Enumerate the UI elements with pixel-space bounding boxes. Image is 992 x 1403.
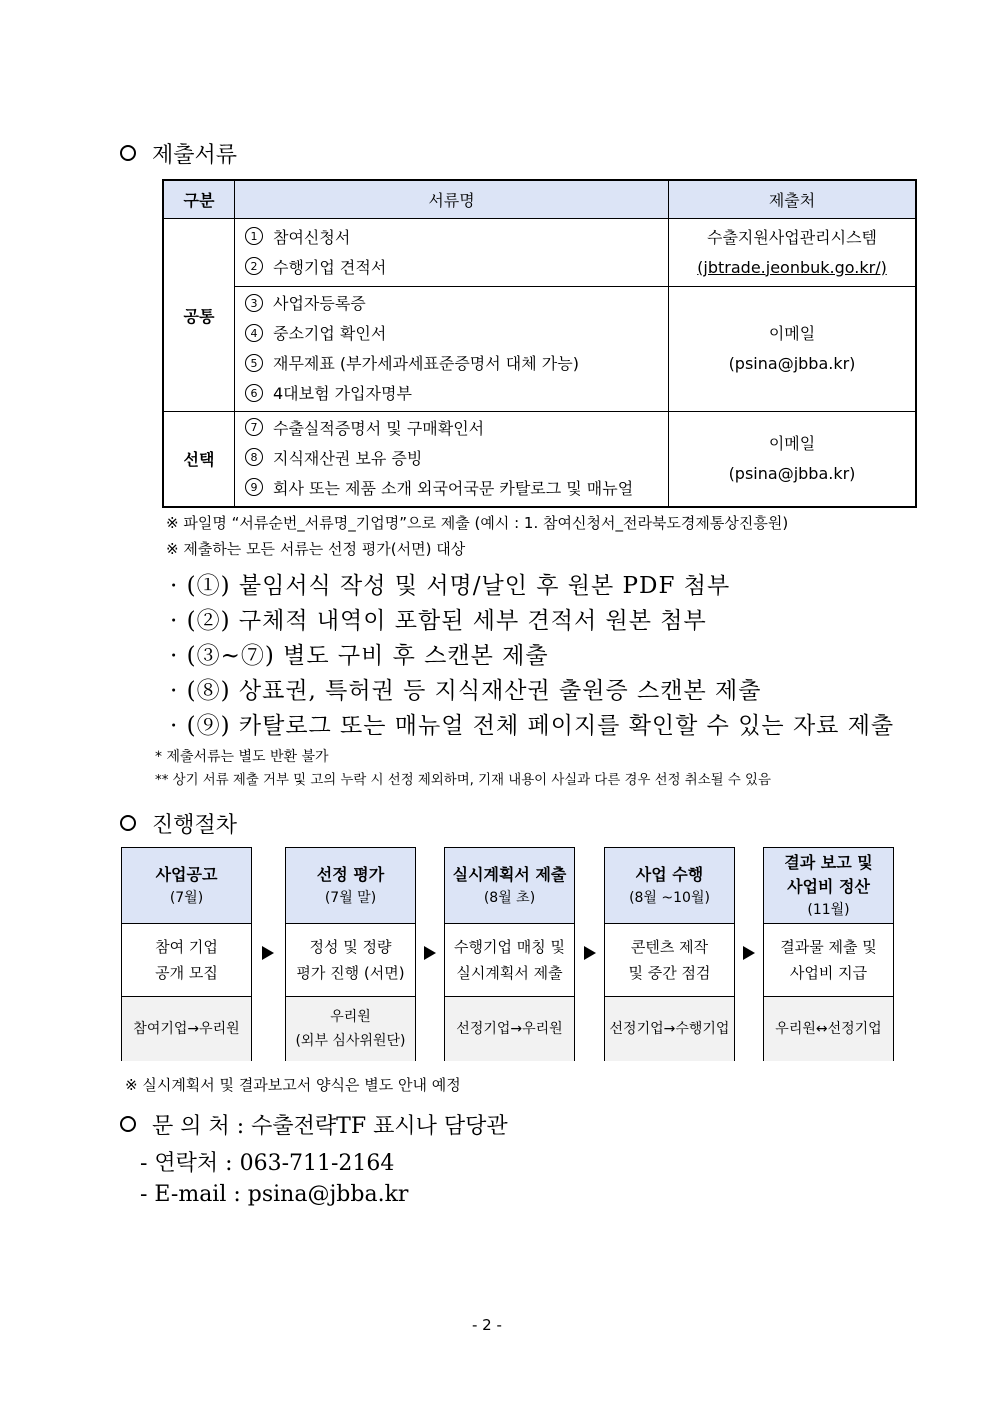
circle-bullet-icon: [120, 145, 136, 161]
document-list: [235, 219, 669, 287]
process-step-desc: 사업비 지급: [789, 964, 868, 982]
note-filename: ※ 파일명 “서류순번_서류명_기업명”으로 제출 (예시 : 1. 참여신청서_전라북도경제통상진흥원): [166, 514, 789, 532]
arrow-right-icon: [262, 946, 274, 960]
destination-cell: [669, 219, 917, 287]
process-step-title: 선정 평가: [316, 864, 385, 884]
document-item: [245, 414, 668, 444]
document-item: [245, 349, 668, 379]
number-circle-icon: 5: [245, 354, 263, 372]
number-circle-icon: 8: [245, 448, 263, 466]
process-step-period: (8월 ~10월): [629, 889, 710, 906]
section-title-documents: [120, 138, 237, 169]
number-circle-icon: 7: [245, 418, 263, 436]
process-step-flow: 선정기업→수행기업: [609, 1021, 730, 1037]
process-step-period: (8월 초): [483, 889, 536, 906]
process-step-title: 결과 보고 및: [784, 852, 873, 872]
process-step-desc: 참여 기업: [155, 938, 218, 956]
process-step-desc: 결과물 제출 및: [780, 938, 877, 956]
category-optional: 선택: [163, 412, 235, 507]
document-item-text: 지식재산권 보유 증빙: [273, 448, 423, 468]
header-document-name: 서류명: [235, 180, 669, 219]
arrow-right-icon: [743, 946, 755, 960]
document-item: [245, 289, 668, 319]
arrow-right-icon: [424, 946, 436, 960]
destination-email-label: 이메일: [768, 324, 816, 343]
process-step-title: 사업공고: [155, 864, 218, 884]
number-circle-icon: 6: [245, 384, 263, 402]
process-step: [444, 847, 575, 1061]
contact-title-text: 문 의 처 : 수출전략TF 표시나 담당관: [152, 1114, 508, 1139]
number-circle-icon: 4: [245, 324, 263, 342]
document-item: [245, 253, 668, 283]
document-item: [245, 223, 668, 253]
document-item-text: 재무제표 (부가세과세표준증명서 대체 가능): [273, 354, 579, 373]
process-step-flow: 우리원↔선정기업: [775, 1021, 882, 1037]
documents-table: [162, 179, 917, 508]
process-step: [285, 847, 416, 1061]
document-list: [235, 287, 669, 412]
table-row: [163, 412, 916, 507]
destination-link[interactable]: (jbtrade.jeonbuk.go.kr/): [697, 257, 887, 277]
process-step-title: 사업 수행: [635, 864, 704, 884]
section-title-text: 진행절차: [152, 813, 238, 838]
process-step-flow: 우리원: [330, 1009, 371, 1025]
header-destination: 제출처: [669, 180, 917, 219]
bullet-item: · (②) 구체적 내역이 포함된 세부 견적서 원본 첨부: [170, 608, 707, 634]
process-step: [604, 847, 735, 1061]
number-circle-icon: 3: [245, 294, 263, 312]
process-step-desc: 수행기업 매칭 및: [454, 938, 565, 956]
process-step-flow: 선정기업→우리원: [456, 1021, 563, 1037]
destination-email: (psina@jbba.kr): [728, 354, 856, 373]
destination-cell: [669, 412, 917, 507]
document-item-text: 4대보험 가입자명부: [273, 384, 412, 403]
number-circle-icon: 2: [245, 257, 263, 275]
note-disqualification: ** 상기 서류 제출 거부 및 고의 누락 시 선정 제외하며, 기재 내용이 사실과 다른 경우 선정 취소될 수 있음: [155, 773, 771, 788]
process-step-flow: 참여기업→우리원: [133, 1021, 240, 1037]
destination-cell: [669, 287, 917, 412]
process-step-title: 실시계획서 제출: [452, 864, 567, 884]
document-item: [245, 379, 668, 409]
process-step-period: (7월): [169, 889, 204, 906]
document-item: [245, 474, 668, 504]
section-title-text: 제출서류: [152, 143, 238, 168]
process-step-desc: 실시계획서 제출: [456, 964, 563, 982]
document-item-text: 사업자등록증: [273, 294, 366, 313]
process-step-period: (7월 말): [324, 889, 377, 906]
process-step: [763, 847, 894, 1061]
table-row: [163, 219, 916, 287]
process-step-desc: 공개 모집: [155, 964, 218, 982]
number-circle-icon: 1: [245, 227, 263, 245]
process-step-desc: 및 중간 점검: [628, 964, 711, 982]
number-circle-icon: 9: [245, 478, 263, 496]
contact-phone: - 연락처 : 063-711-2164: [140, 1151, 395, 1176]
destination-system: 수출지원사업관리시스템: [706, 227, 878, 247]
document-item-text: 회사 또는 제품 소개 외국어국문 카탈로그 및 매뉴얼: [273, 478, 634, 498]
bullet-item: · (⑨) 카탈로그 또는 매뉴얼 전체 페이지를 확인할 수 있는 자료 제출: [170, 713, 895, 739]
note-no-return: * 제출서류는 별도 반환 불가: [155, 749, 329, 765]
circle-bullet-icon: [120, 1116, 136, 1132]
page-number: - 2 -: [472, 1316, 502, 1334]
process-step-title: 사업비 정산: [787, 876, 870, 896]
document-item: [245, 319, 668, 349]
document-item-text: 중소기업 확인서: [273, 324, 387, 343]
process-step-desc: 정성 및 정량: [309, 938, 392, 956]
process-step-flow: (외부 심사위원단): [295, 1033, 406, 1049]
bullet-item: · (①) 붙임서식 작성 및 서명/날인 후 원본 PDF 첨부: [170, 573, 731, 599]
contact-title: [120, 1109, 508, 1140]
table-header-row: [163, 180, 916, 219]
bullet-item: · (⑧) 상표권, 특허권 등 지식재산권 출원증 스캔본 제출: [170, 678, 762, 704]
circle-bullet-icon: [120, 815, 136, 831]
header-category: 구분: [163, 180, 235, 219]
process-step-period: (11월): [807, 901, 850, 918]
process-step: [121, 847, 252, 1061]
document-item-text: 수행기업 견적서: [273, 257, 387, 277]
document-list: [235, 412, 669, 507]
destination-email-label: 이메일: [768, 433, 816, 453]
note-evaluation: ※ 제출하는 모든 서류는 선정 평가(서면) 대상: [166, 540, 466, 558]
process-step-desc: 콘텐츠 제작: [630, 938, 709, 956]
document-item-text: 참여신청서: [273, 227, 351, 247]
process-step-desc: 평가 진행 (서면): [296, 964, 405, 982]
destination-email: (psina@jbba.kr): [728, 463, 856, 483]
arrow-right-icon: [584, 946, 596, 960]
category-common: 공통: [163, 219, 235, 412]
document-item-text: 수출실적증명서 및 구매확인서: [273, 418, 485, 438]
contact-email[interactable]: - E-mail : psina@jbba.kr: [140, 1182, 409, 1207]
process-note: ※ 실시계획서 및 결과보고서 양식은 별도 안내 예정: [125, 1076, 461, 1094]
table-row: [163, 287, 916, 412]
section-title-process: [120, 808, 237, 839]
document-item: [245, 444, 668, 474]
bullet-item: · (③~⑦) 별도 구비 후 스캔본 제출: [170, 643, 549, 669]
